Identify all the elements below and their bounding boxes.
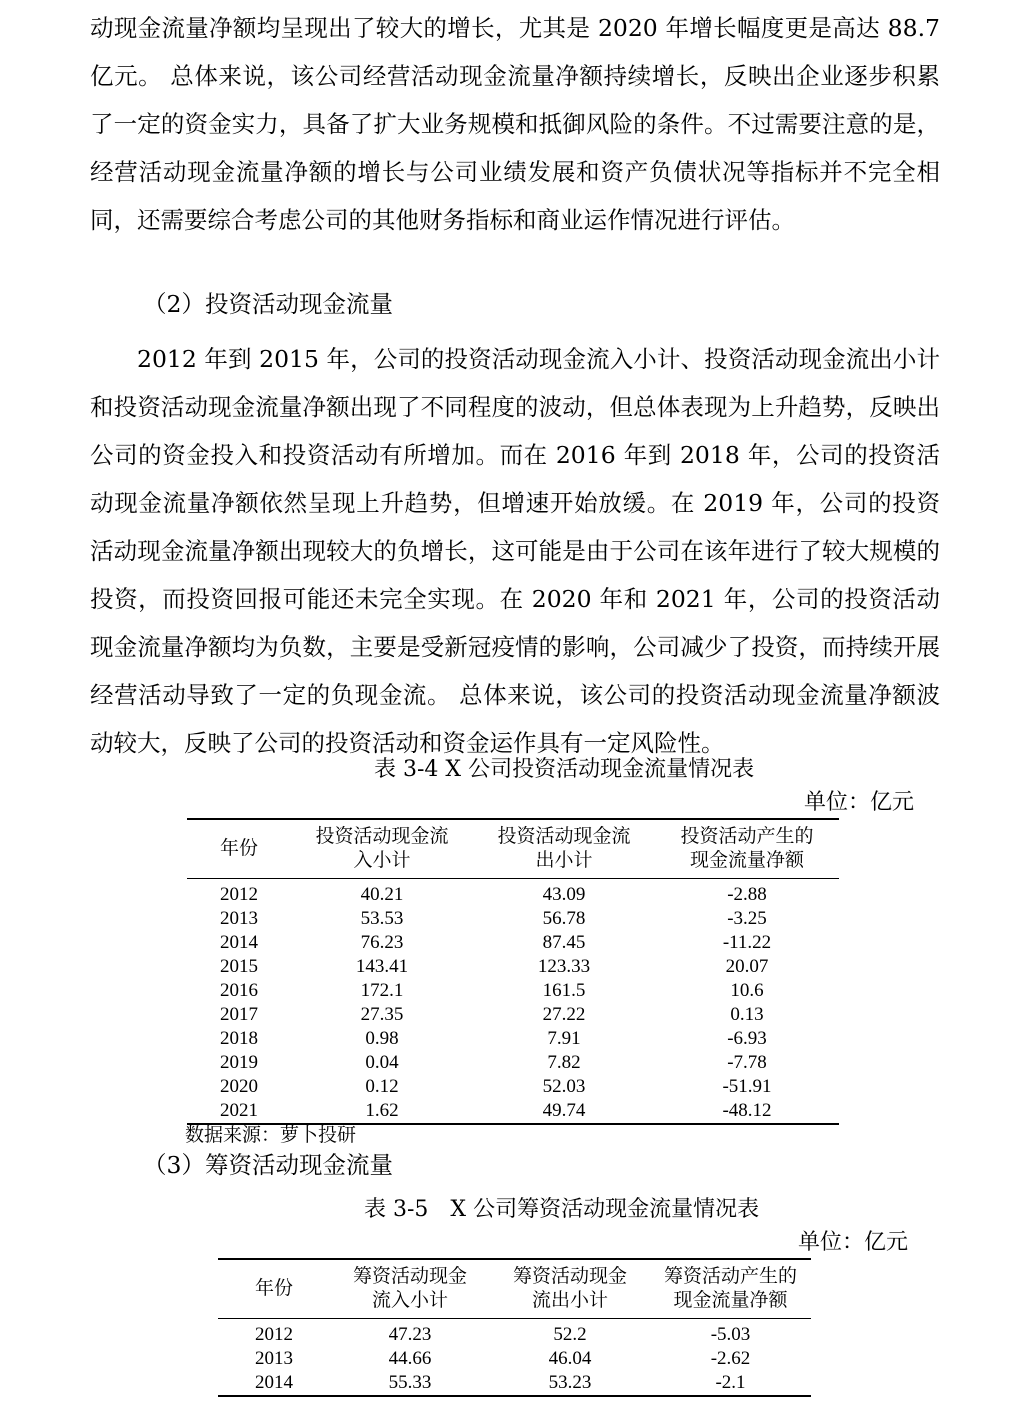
cell-net: -6.93 bbox=[727, 1028, 767, 1049]
cell-inflow: 27.35 bbox=[360, 1004, 404, 1025]
header-year: 年份 bbox=[219, 838, 258, 859]
cell-outflow: 27.22 bbox=[542, 1004, 586, 1025]
cell-inflow: 40.21 bbox=[360, 884, 404, 905]
cell-inflow: 0.04 bbox=[365, 1052, 399, 1073]
financing-cashflow-table bbox=[218, 1258, 811, 1397]
cell-net: -2.62 bbox=[710, 1348, 751, 1369]
cell-year: 2012 bbox=[255, 1324, 293, 1345]
cell-inflow: 1.62 bbox=[365, 1100, 399, 1121]
header-net: 筹资活动产生的 现金流量净额 bbox=[663, 1266, 797, 1311]
table-unit-3-5: 单位：亿元 bbox=[798, 1230, 909, 1255]
cell-year: 2015 bbox=[220, 956, 258, 977]
table-row bbox=[187, 1099, 839, 1124]
cell-inflow: 76.23 bbox=[360, 932, 404, 953]
table-header-row bbox=[218, 1259, 811, 1319]
table-row bbox=[218, 1347, 811, 1371]
header-year: 年份 bbox=[254, 1278, 293, 1299]
cell-outflow: 49.74 bbox=[542, 1100, 586, 1121]
header-net: 投资活动产生的 现金流量净额 bbox=[680, 826, 814, 871]
cell-year: 2017 bbox=[220, 1004, 258, 1025]
cell-outflow: 56.78 bbox=[542, 908, 586, 929]
cell-net: -51.91 bbox=[722, 1076, 772, 1097]
cell-net: -48.12 bbox=[722, 1100, 772, 1121]
cell-year: 2012 bbox=[220, 884, 258, 905]
cell-outflow: 46.04 bbox=[548, 1348, 592, 1369]
table-row bbox=[187, 979, 839, 1003]
table-row bbox=[187, 1027, 839, 1051]
cell-inflow: 55.33 bbox=[388, 1372, 432, 1393]
table-row bbox=[187, 1003, 839, 1027]
table-row bbox=[187, 1075, 839, 1099]
cell-net: -11.22 bbox=[722, 932, 772, 953]
cell-inflow: 172.1 bbox=[360, 980, 404, 1001]
cell-outflow: 161.5 bbox=[542, 980, 586, 1001]
cell-outflow: 53.23 bbox=[548, 1372, 592, 1393]
header-inflow: 投资活动现金流 入小计 bbox=[315, 826, 449, 871]
table-row bbox=[187, 907, 839, 931]
cell-outflow: 7.82 bbox=[547, 1052, 581, 1073]
cell-inflow: 47.23 bbox=[388, 1324, 432, 1345]
cell-outflow: 87.45 bbox=[542, 932, 586, 953]
cell-year: 2014 bbox=[255, 1372, 293, 1393]
data-source-note: 数据来源：萝卜投研 bbox=[185, 1124, 357, 1146]
cell-net: -3.25 bbox=[727, 908, 767, 929]
cell-year: 2021 bbox=[220, 1100, 258, 1121]
table-row bbox=[187, 879, 839, 908]
table-row bbox=[187, 931, 839, 955]
table-unit-3-4: 单位：亿元 bbox=[804, 790, 915, 815]
cell-net: 20.07 bbox=[725, 956, 769, 977]
cell-year: 2014 bbox=[220, 932, 258, 953]
cell-outflow: 52.2 bbox=[553, 1324, 587, 1345]
paragraph-investing-analysis: 2012 年到 2015 年，公司的投资活动现金流入小计、投资活动现金流出小计和投资活动现金流量净额出现了不同程度的波动，但总体表现为上升趋势，反映出公司的资金投入和投资活动有所增加。而在 2016 年到 2018 年，公司的投资活动现金流量净额依然呈现上升趋势，但增速开始放缓。在 2019 年，公司的投资活动现金流量净额出现较大的负增长，这可能是由于公司在该年进行了较大规模的投资，而投资回报可能还未完全实现。在 2020 年和 2021 年，公司的投资活动现金流量净额均为负数，主要是受新冠疫情的影响，公司减少了投资，而持续开展经营活动导致了一定的负现金流。 总体来说，该公司的投资活动现金流量净额波动较大，反映了公司的投资活动和资金运作具有一定风险性。 bbox=[90, 345, 940, 757]
section-heading-financing: （3）筹资活动现金流量 bbox=[143, 1151, 393, 1179]
cell-year: 2013 bbox=[220, 908, 258, 929]
cell-net: -5.03 bbox=[710, 1324, 751, 1345]
table-row bbox=[218, 1371, 811, 1396]
cell-net: 10.6 bbox=[730, 980, 764, 1001]
cell-net: -2.88 bbox=[727, 884, 767, 905]
header-inflow: 筹资活动现金 流入小计 bbox=[352, 1266, 467, 1311]
cell-inflow: 44.66 bbox=[388, 1348, 432, 1369]
cell-year: 2020 bbox=[220, 1076, 258, 1097]
investing-cashflow-table bbox=[187, 818, 839, 1125]
table-row bbox=[218, 1319, 811, 1348]
cell-outflow: 52.03 bbox=[542, 1076, 586, 1097]
cell-year: 2019 bbox=[220, 1052, 258, 1073]
cell-net: -2.1 bbox=[715, 1372, 746, 1393]
cell-inflow: 53.53 bbox=[360, 908, 404, 929]
cell-outflow: 123.33 bbox=[537, 956, 591, 977]
header-outflow: 筹资活动现金 流出小计 bbox=[512, 1266, 627, 1311]
cell-year: 2016 bbox=[220, 980, 258, 1001]
table-row bbox=[187, 1051, 839, 1075]
paragraph-operating-summary: 动现金流量净额均呈现出了较大的增长，尤其是 2020 年增长幅度更是高达 88.7 亿元。 总体来说，该公司经营活动现金流量净额持续增长，反映出企业逐步积累了一定的资金实力，具备了扩大业务规模和抵御风险的条件。不过需要注意的是，经营活动现金流量净额的增长与公司业绩发展和资产负债状况等指标并不完全相同，还需要综合考虑公司的其他财务指标和商业运作情况进行评估。 bbox=[90, 14, 940, 234]
cell-inflow: 0.12 bbox=[365, 1076, 399, 1097]
cell-net: 0.13 bbox=[730, 1004, 764, 1025]
section-heading-investing: （2）投资活动现金流量 bbox=[143, 290, 393, 318]
cell-inflow: 0.98 bbox=[365, 1028, 399, 1049]
table-caption-3-4: 表 3-4 X 公司投资活动现金流量情况表 bbox=[374, 757, 755, 782]
cell-outflow: 43.09 bbox=[542, 884, 586, 905]
cell-outflow: 7.91 bbox=[547, 1028, 581, 1049]
cell-net: -7.78 bbox=[727, 1052, 767, 1073]
cell-year: 2013 bbox=[255, 1348, 293, 1369]
cell-inflow: 143.41 bbox=[355, 956, 409, 977]
cell-year: 2018 bbox=[220, 1028, 258, 1049]
table-caption-3-5: 表 3-5 X 公司筹资活动现金流量情况表 bbox=[364, 1197, 760, 1222]
table-row bbox=[187, 955, 839, 979]
header-outflow: 投资活动现金流 出小计 bbox=[497, 826, 631, 871]
table-header-row bbox=[187, 819, 839, 879]
